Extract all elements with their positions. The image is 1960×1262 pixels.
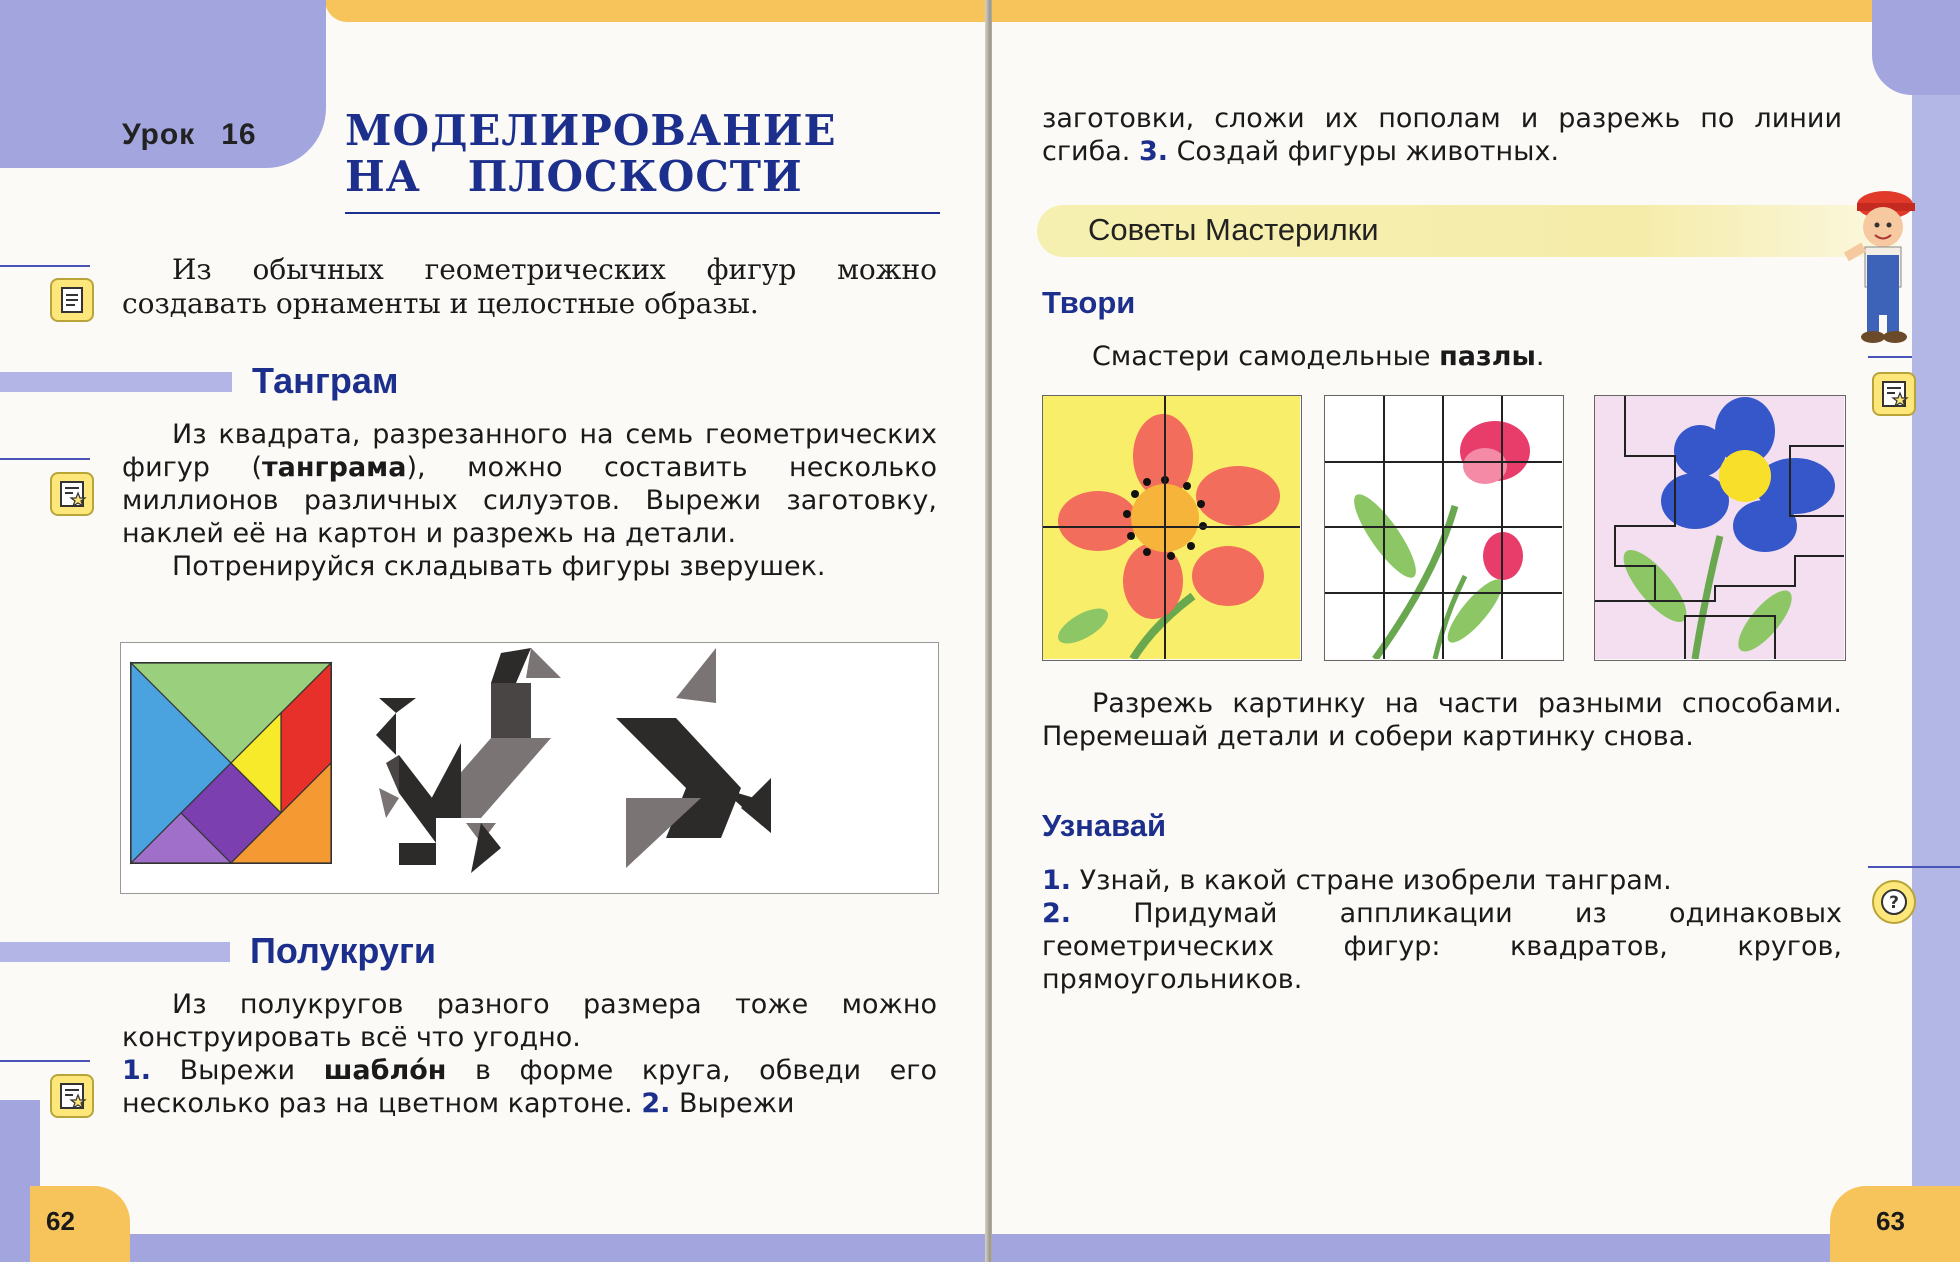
star-list-icon (50, 472, 94, 516)
section-bar (0, 372, 232, 392)
semicircles-heading: Полукруги (250, 930, 437, 971)
puzzle-image-quarters (1042, 395, 1302, 661)
boy-mascot-icon (1837, 185, 1929, 345)
section-bar (0, 942, 230, 962)
top-band (325, 0, 988, 22)
tangram-figure (120, 642, 939, 894)
page-number-tab (30, 1186, 130, 1262)
create-heading: Твори (1042, 285, 1136, 320)
semicircles-paragraph: Из полукругов разного размера тоже можно конструировать всё что угодно. 1. Вырежи шабло́н в форме круга, обведи его несколько раз на цветном картоне. 2. Вырежи (122, 989, 937, 1119)
margin-line (1868, 356, 1912, 358)
corner-band (1872, 0, 1960, 95)
learn-heading: Узнавай (1042, 808, 1167, 843)
margin-line (0, 265, 90, 267)
page-number: 63 (1876, 1206, 1905, 1236)
star-list-icon (50, 1074, 94, 1118)
bottom-band (0, 1234, 988, 1262)
tips-banner-text: Советы Мастерилки (1088, 212, 1379, 247)
title-underline (345, 212, 940, 214)
tangram-fish-silhouette (616, 648, 771, 868)
star-list-icon (1872, 372, 1916, 416)
bottom-band (992, 1234, 1960, 1262)
page-number-tab (1830, 1186, 1960, 1262)
lesson-number: 16 (221, 118, 257, 151)
learn-list: 1. Узнай, в какой стране изобрели танграм. 2. Придумай аппликации из одинаковых геометрических фигур: квадратов, кругов, прямоугольников. (1042, 865, 1842, 995)
page-title (345, 108, 837, 200)
tangram-square (131, 663, 331, 863)
tangram-paragraph: Из квадрата, разрезанного на семь геометрических фигур (танграма), можно составить несколько миллионов различных силуэтов. Вырежи заготовку, наклей её на картон и разрежь на детали. Потренируйся складывать фигуры зверушек. (122, 419, 937, 582)
document-icon (50, 278, 94, 322)
tangram-heading: Танграм (252, 360, 399, 401)
title-line-2: НА ПЛОСКОСТИ (345, 152, 803, 201)
intro-paragraph: Из обычных геометрических фигур можно создавать орнаменты и целостные образы. (122, 253, 937, 320)
title-line-1: МОДЕЛИРОВАНИЕ (345, 106, 837, 155)
lesson-label: Урок 16 (122, 118, 257, 151)
tangram-bird-silhouette (421, 648, 561, 873)
create-paragraph: Смастери самодельные пазлы. (1092, 341, 1545, 372)
page-number: 62 (46, 1206, 75, 1236)
margin-line (1868, 866, 1960, 868)
puzzle-image-irregular (1594, 395, 1846, 661)
question-icon (1872, 880, 1916, 924)
top-band (992, 0, 1960, 22)
right-page (992, 0, 1960, 1262)
puzzle-caption: Разрежь картинку на части разными способами. Перемешай детали и собери картинку снова. (1042, 688, 1842, 752)
margin-line (0, 458, 90, 460)
margin-line (0, 1060, 90, 1062)
svg-text:?: ? (1889, 893, 1899, 913)
continuation-paragraph: заготовки, сложи их пополам и разрежь по линии сгиба. 3. Создай фигуры животных. (1042, 103, 1842, 167)
tangram-seal-silhouette (376, 698, 436, 865)
puzzle-image-grid (1324, 395, 1564, 661)
